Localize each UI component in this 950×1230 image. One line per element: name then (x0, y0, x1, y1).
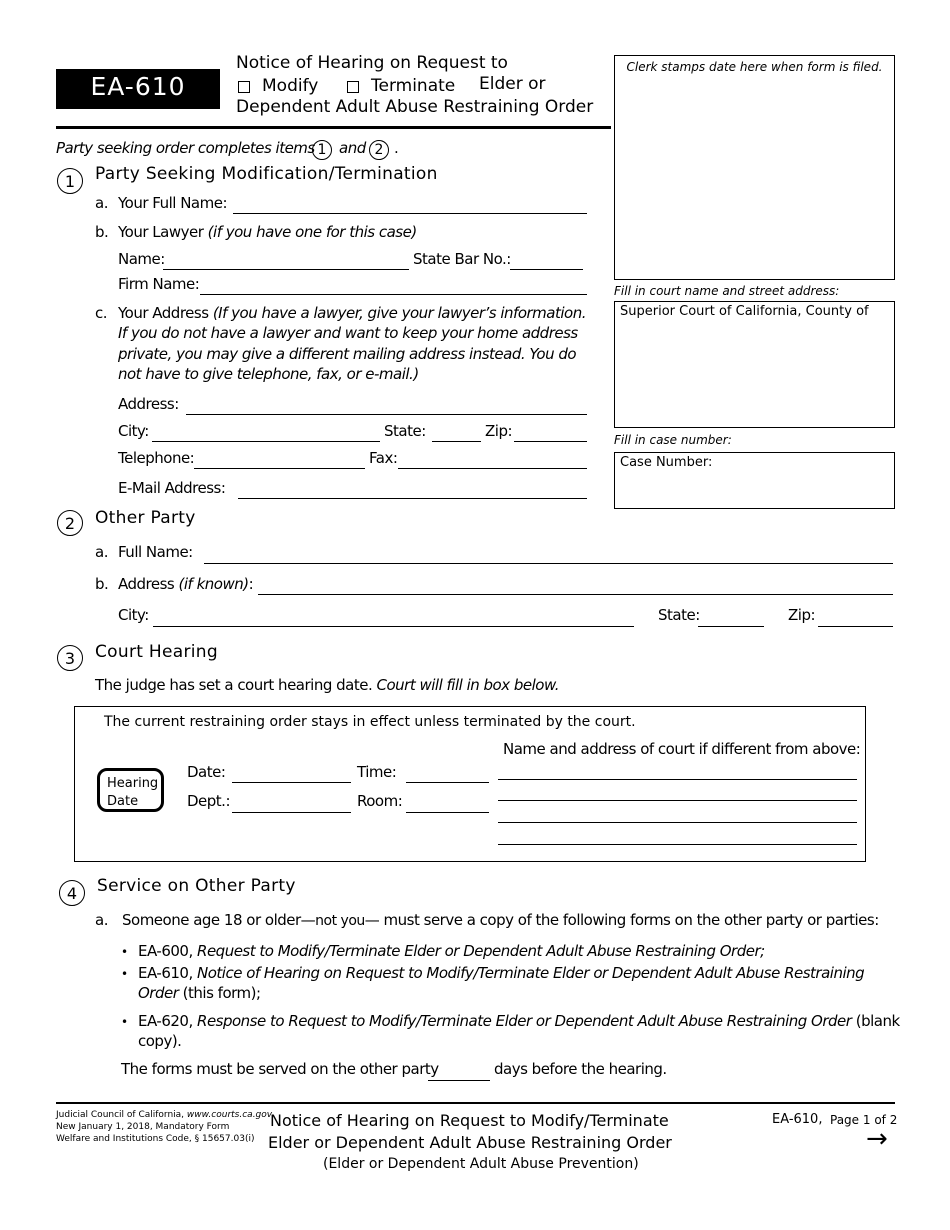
s2-address-text: Address (118, 575, 175, 593)
s4-bullet3 (138, 1012, 900, 1030)
s1-b-letter: b. (95, 223, 109, 241)
footer-url: www.courts.ca.gov (186, 1110, 273, 1120)
intro-item2: 2 (369, 140, 389, 160)
s4-a-not: not you (315, 913, 365, 929)
s3-other-court-line3[interactable] (498, 822, 857, 823)
terminate-checkbox[interactable] (347, 81, 359, 93)
footer-code: Welfare and Institutions Code, § 15657.03(i) (56, 1134, 255, 1144)
title-elder-or: Elder or (479, 74, 546, 94)
s4-bullet3-cont: copy). (138, 1032, 182, 1050)
s4-bullet2-title2: Order (138, 984, 179, 1002)
s4-a-post: — must serve a copy of the following forms on the other party or parties: (364, 911, 879, 929)
hearing-badge-line1: Hearing (107, 776, 159, 791)
s3-time-label: Time: (357, 763, 397, 781)
intro-item1: 1 (312, 140, 332, 160)
s2-address-label (118, 575, 253, 593)
section4-title: Service on Other Party (97, 876, 296, 896)
s1-address-note4: not have to give telephone, fax, or e-mail.) (118, 365, 419, 383)
s3-other-court-line2[interactable] (498, 800, 857, 801)
court-name-text: Superior Court of California, County of (620, 304, 869, 319)
s4-days-field[interactable] (428, 1080, 490, 1081)
s1-name-label: Name: (118, 250, 165, 268)
s1-city-field[interactable] (152, 441, 380, 442)
next-page-arrow-icon[interactable]: → (866, 1124, 888, 1154)
footer-org-text: Judicial Council of California, (56, 1110, 185, 1120)
s1-city-label: City: (118, 422, 149, 440)
section1-number: 1 (57, 168, 83, 194)
s1-address-heading (118, 304, 586, 322)
s2-city-field[interactable] (153, 626, 634, 627)
intro-period: . (394, 139, 399, 157)
bullet-dot: • (121, 945, 129, 959)
s1-lawyer-label (118, 223, 417, 241)
intro-and: and (339, 139, 366, 157)
s2-address-field[interactable] (258, 594, 893, 595)
s1-address-note1: (If you have a lawyer, give your lawyer’s information. (212, 304, 586, 322)
s3-date-field[interactable] (232, 782, 351, 783)
s1-fax-label: Fax: (369, 449, 398, 467)
clerk-stamp-box (614, 55, 895, 280)
s4-bullet2-title: Notice of Hearing on Request to Modify/Terminate Elder or Dependent Adult Abuse Restraining (197, 964, 865, 982)
terminate-label: Terminate (371, 76, 456, 96)
title-line1: Notice of Hearing on Request to (236, 53, 508, 73)
s4-bullet2-extra: (this form); (182, 984, 261, 1002)
s4-bullet2-cont (138, 984, 261, 1002)
s4-bullet1-title: Request to Modify/Terminate Elder or Dependent Adult Abuse Restraining Order; (197, 942, 765, 960)
case-number-label: Case Number: (620, 455, 713, 470)
s1-zip-field[interactable] (514, 441, 587, 442)
s3-room-label: Room: (357, 792, 403, 810)
s3-intro-note: Court will fill in box below. (376, 676, 560, 694)
s4-served-pre: The forms must be served on the other party (121, 1060, 439, 1078)
s4-bullet3-title: Response to Request to Modify/Terminate Elder or Dependent Adult Abuse Restraining Order (197, 1012, 852, 1030)
s1-email-label: E-Mail Address: (118, 479, 226, 497)
s4-served-post: days before the hearing. (494, 1060, 667, 1078)
modify-checkbox[interactable] (238, 81, 250, 93)
case-caption: Fill in case number: (614, 433, 732, 447)
s2-full-name-field[interactable] (204, 563, 893, 564)
court-name-box[interactable] (614, 301, 895, 428)
clerk-stamp-label: Clerk stamps date here when form is filed. (626, 60, 883, 74)
section4-number: 4 (59, 880, 85, 906)
court-caption: Fill in court name and street address: (614, 284, 840, 298)
s1-a-letter: a. (95, 194, 108, 212)
s3-room-field[interactable] (406, 812, 489, 813)
s3-intro (95, 676, 559, 694)
s3-other-court-line4[interactable] (498, 844, 857, 845)
footer-org (56, 1110, 272, 1120)
section1-title: Party Seeking Modification/Termination (95, 164, 438, 184)
s3-date-label: Date: (187, 763, 226, 781)
s1-firm-field[interactable] (200, 294, 587, 295)
modify-label: Modify (262, 76, 319, 96)
s1-address-label: Address: (118, 395, 179, 413)
s1-lawyer-text: Your Lawyer (118, 223, 204, 241)
s1-phone-field[interactable] (194, 468, 365, 469)
footer-page: Page 1 of 2 (830, 1113, 898, 1127)
s2-city-label: City: (118, 606, 149, 624)
s4-bullet1-code: EA-600, (138, 942, 193, 960)
s1-full-name-label: Your Full Name: (118, 194, 228, 212)
s4-bullet1 (138, 942, 765, 960)
s4-a-text (122, 911, 879, 929)
s1-address-note2: If you do not have a lawyer and want to keep your home address (118, 324, 578, 342)
s1-address-heading-text: Your Address (118, 304, 209, 322)
s1-lawyer-note: (if you have one for this case) (207, 223, 417, 241)
s1-c-letter: c. (95, 304, 108, 322)
s2-address-note: (if known) (178, 575, 249, 593)
title-line3: Dependent Adult Abuse Restraining Order (236, 97, 594, 117)
hearing-badge-line2: Date (107, 794, 139, 809)
s1-email-field[interactable] (238, 498, 587, 499)
s2-b-letter: b. (95, 575, 109, 593)
s4-bullet2 (138, 964, 864, 982)
footer-subtitle: (Elder or Dependent Adult Abuse Prevention) (323, 1156, 639, 1172)
s2-state-label: State: (658, 606, 700, 624)
s4-bullet3-extra: (blank (855, 1012, 900, 1030)
s3-other-court-line1[interactable] (498, 779, 857, 780)
s1-fax-field[interactable] (398, 468, 587, 469)
section2-number: 2 (57, 510, 83, 536)
s4-bullet2-code: EA-610, (138, 964, 193, 982)
form-number: EA-610 (90, 72, 186, 101)
s1-address-note3: private, you may give a different mailing address instead. You do (118, 345, 577, 363)
section2-title: Other Party (95, 508, 196, 528)
footer-title1: Notice of Hearing on Request to Modify/Terminate (270, 1111, 669, 1130)
s1-firm-label: Firm Name: (118, 275, 200, 293)
s3-intro-text: The judge has set a court hearing date. (95, 676, 373, 694)
s1-state-label: State: (384, 422, 426, 440)
s1-zip-label: Zip: (485, 422, 513, 440)
s3-dept-field[interactable] (232, 812, 351, 813)
footer-rule (56, 1102, 895, 1104)
s1-bar-number-field[interactable] (510, 269, 583, 270)
footer-form-number: EA-610, (772, 1112, 823, 1127)
section3-title: Court Hearing (95, 642, 218, 662)
s2-zip-field[interactable] (818, 626, 893, 627)
s1-full-name-field[interactable] (233, 213, 587, 214)
s3-time-field[interactable] (406, 782, 489, 783)
s3-dept-label: Dept.: (187, 792, 231, 810)
s4-bullet3-code: EA-620, (138, 1012, 193, 1030)
bullet-dot: • (121, 967, 129, 981)
s1-state-field[interactable] (432, 441, 481, 442)
footer-title2: Elder or Dependent Adult Abuse Restraining Order (268, 1133, 672, 1152)
section3-number: 3 (57, 645, 83, 671)
s2-a-letter: a. (95, 543, 108, 561)
intro-text: Party seeking order completes items (56, 139, 315, 157)
s4-a-letter: a. (95, 911, 108, 929)
s2-full-name-label: Full Name: (118, 543, 193, 561)
s3-other-court-label: Name and address of court if different from above: (503, 740, 861, 758)
s4-a-pre: Someone age 18 or older— (122, 911, 316, 929)
s3-box-note: The current restraining order stays in effect unless terminated by the court. (104, 714, 636, 730)
s1-phone-label: Telephone: (118, 449, 195, 467)
header-rule (56, 126, 611, 129)
bullet-dot: • (121, 1015, 129, 1029)
s2-state-field[interactable] (698, 626, 764, 627)
footer-adopted: New January 1, 2018, Mandatory Form (56, 1122, 230, 1132)
s1-bar-label: State Bar No.: (413, 250, 511, 268)
s1-lawyer-name-field[interactable] (163, 269, 409, 270)
s2-address-colon: : (248, 575, 254, 593)
s1-address-field[interactable] (186, 414, 587, 415)
s2-zip-label: Zip: (788, 606, 816, 624)
